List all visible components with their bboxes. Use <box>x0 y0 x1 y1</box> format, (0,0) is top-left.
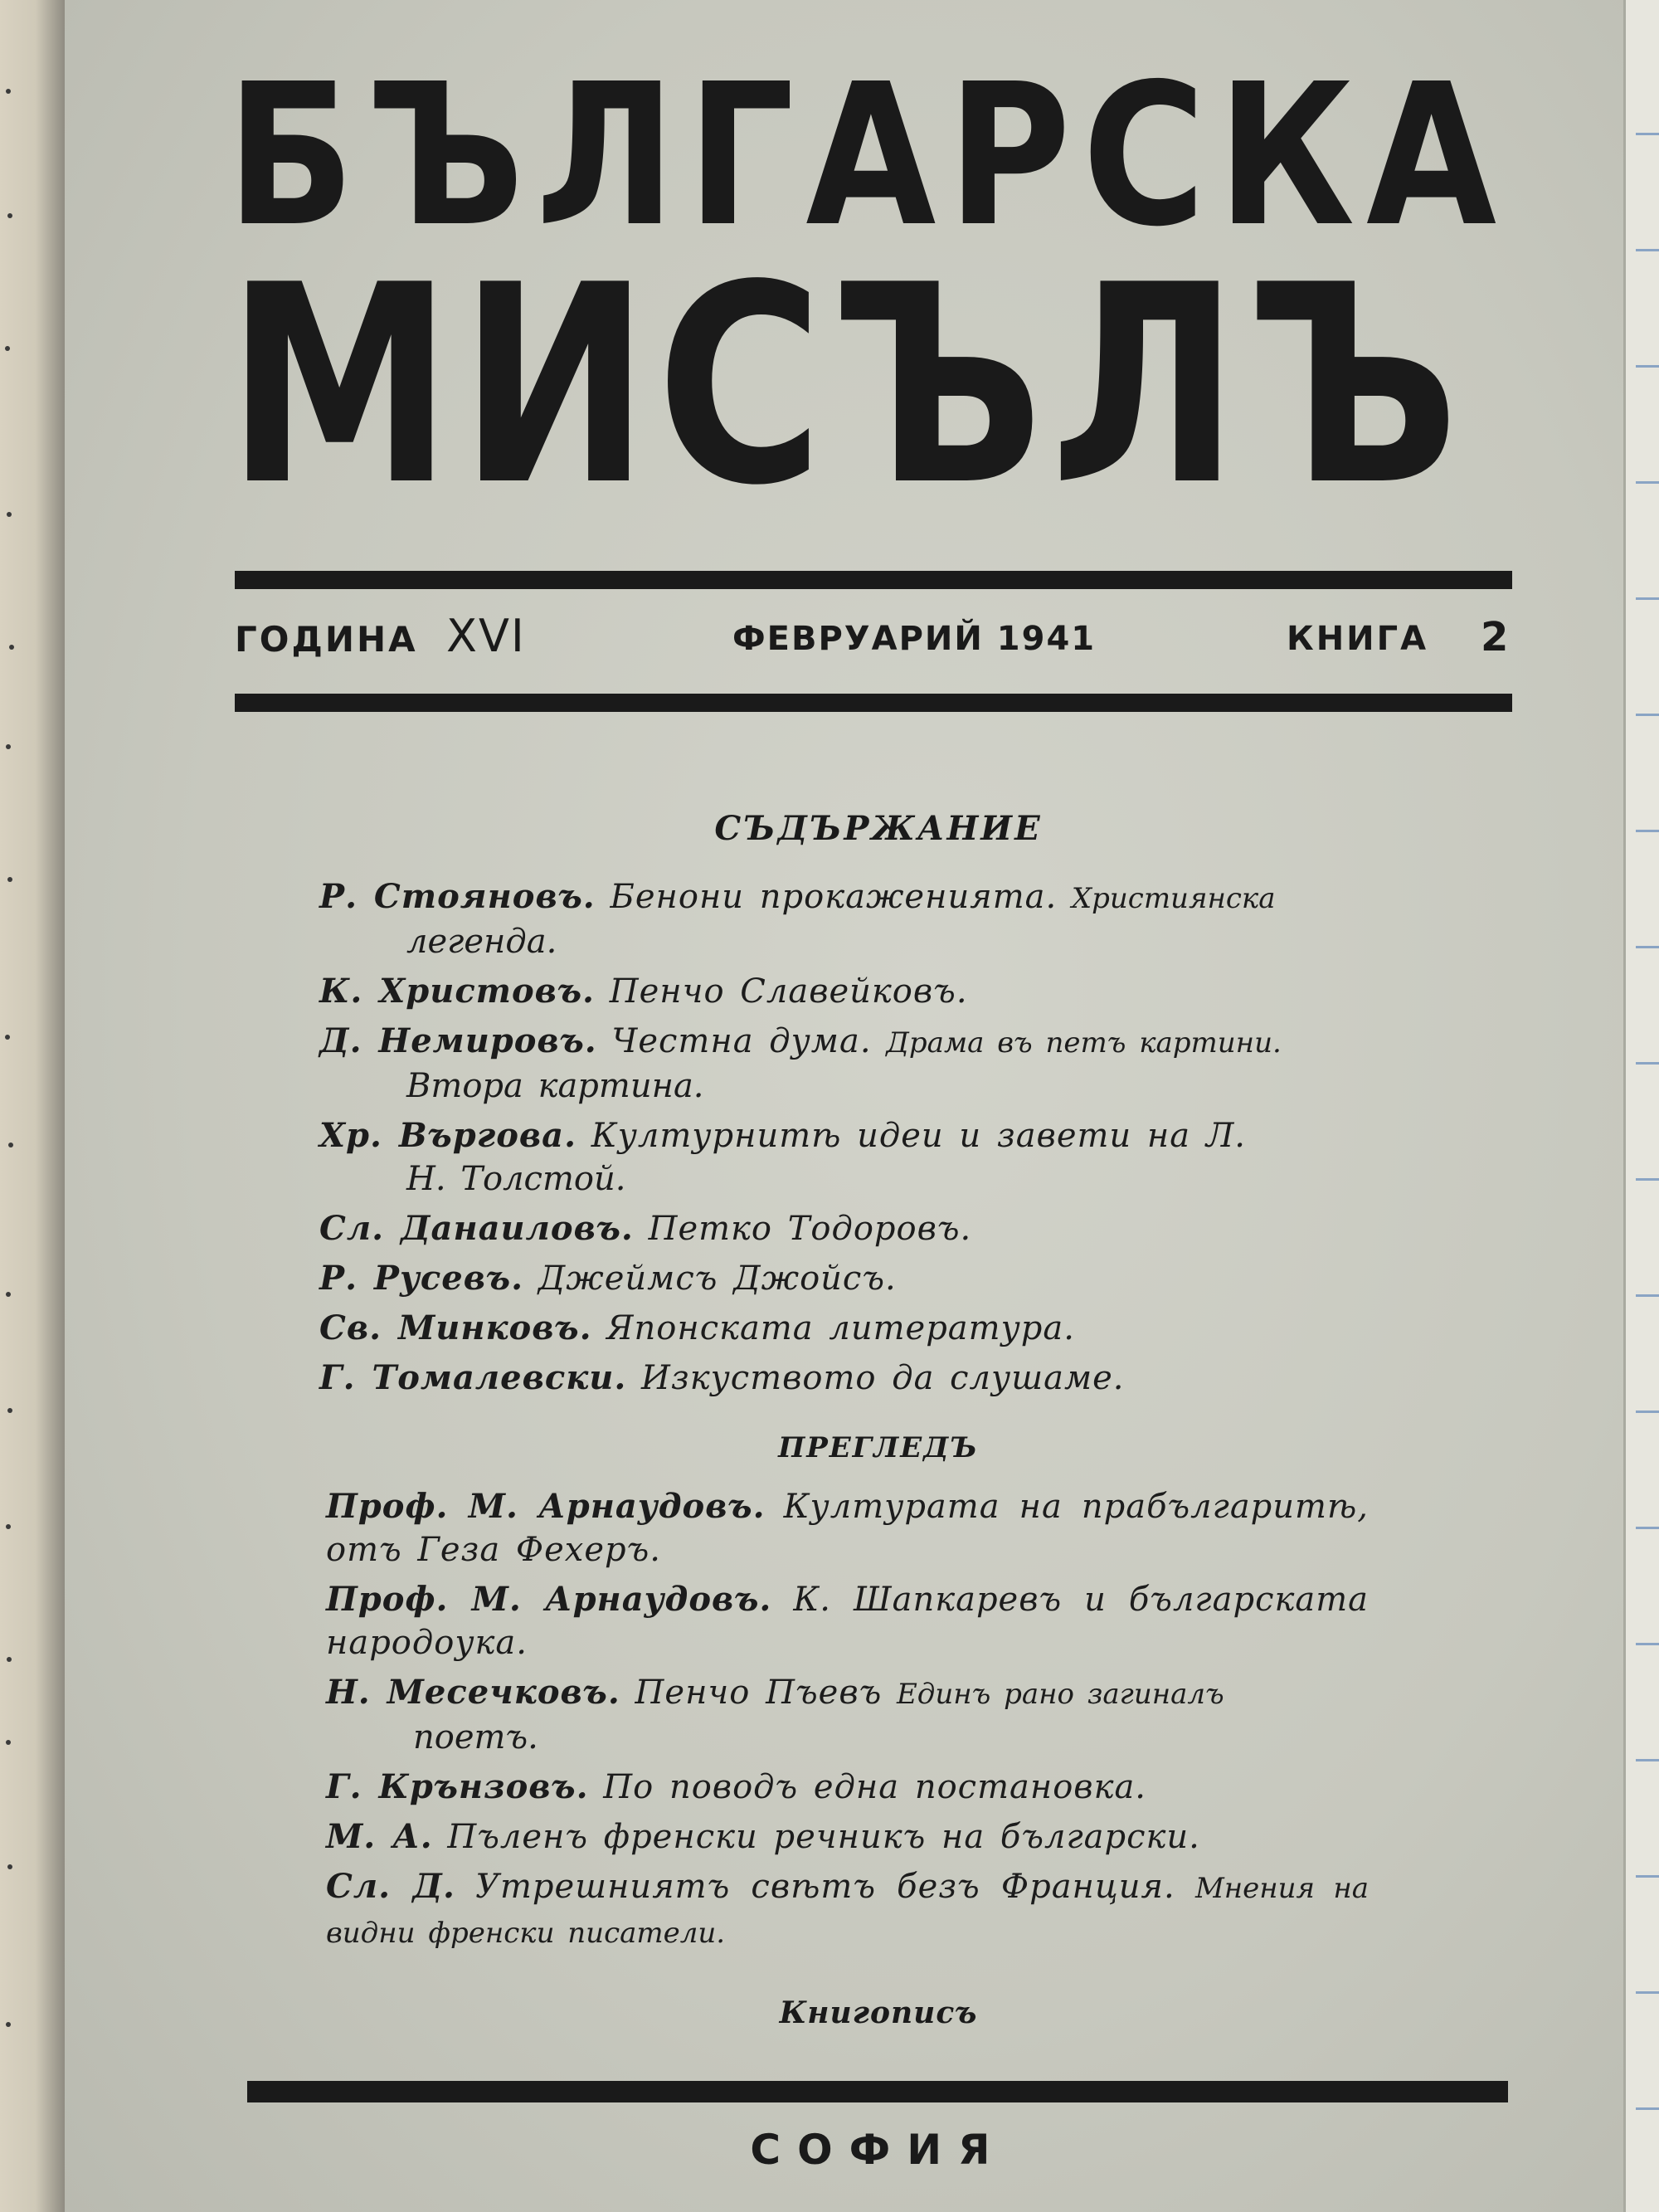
entry-author: Г. Томалевски. <box>319 1358 627 1397</box>
list-item <box>326 1766 1369 1809</box>
entry-author: М. А. <box>326 1817 433 1856</box>
notebook-line <box>1636 1643 1659 1645</box>
entry-title: Японската литература. <box>606 1309 1075 1347</box>
entry-title: Културата на прабългаритѣ, отъ Геза Фехеръ. <box>326 1488 1369 1569</box>
notebook-line <box>1636 714 1659 716</box>
notebook-line <box>1636 365 1659 368</box>
bibliography-heading: Книгописъ <box>779 1995 978 2030</box>
notebook-line <box>1636 946 1659 948</box>
adjacent-page-text-fragments <box>0 0 25 2212</box>
list-item <box>319 1307 1369 1350</box>
top-rule <box>235 571 1512 589</box>
entry-continuation: Втора картина. <box>406 1067 704 1105</box>
entry-author: Проф. М. Арнаудовъ. <box>326 1487 766 1526</box>
entry-title: Петко Тодоровъ. <box>648 1210 972 1248</box>
notebook-line <box>1636 1062 1659 1065</box>
notebook-line <box>1636 1875 1659 1878</box>
review-list <box>326 1485 1369 1961</box>
entry-author: Н. Месечковъ. <box>326 1673 620 1712</box>
year-number: XVI <box>446 610 526 662</box>
masthead-line-1: БЪЛГАРСКА <box>226 41 1508 270</box>
entry-author: Г. Крънзовъ. <box>326 1767 589 1806</box>
notebook-line <box>1636 2107 1659 2110</box>
entry-author: Р. Русевъ. <box>319 1259 524 1298</box>
entry-continuation: Н. Толстой. <box>406 1160 626 1198</box>
entry-continuation: поетъ. <box>413 1718 538 1756</box>
list-item <box>319 1207 1369 1250</box>
entry-author: Сл. Данаиловъ. <box>319 1209 634 1248</box>
middle-rule <box>235 694 1512 712</box>
list-item <box>319 970 1369 1013</box>
entry-author: Д. Немировъ. <box>319 1021 597 1060</box>
contents-heading: СЪДЪРЖАНИЕ <box>714 809 1043 848</box>
notebook-line <box>1636 481 1659 484</box>
notebook-line <box>1636 1411 1659 1413</box>
entry-title: Пъленъ френски речникъ на български. <box>447 1818 1200 1856</box>
notebook-line <box>1636 1178 1659 1181</box>
entry-author: К. Христовъ. <box>319 972 595 1011</box>
entry-subtitle: Драма въ петъ картини. <box>886 1026 1282 1060</box>
entry-author: Проф. М. Арнаудовъ. <box>326 1580 772 1619</box>
notebook-paper-edge <box>1623 0 1659 2212</box>
notebook-line <box>1636 830 1659 832</box>
issue-date: ФЕВРУАРИЙ 1941 <box>732 620 1097 658</box>
entry-subtitle: Единъ рано загиналъ <box>896 1678 1224 1711</box>
entry-subtitle: Мнения на видни френски писатели. <box>326 1872 1369 1950</box>
list-item <box>326 1865 1369 1955</box>
entry-author: Сл. Д. <box>326 1867 455 1906</box>
entry-title: Пенчо Славейковъ. <box>609 972 968 1011</box>
list-item <box>319 1114 1369 1201</box>
entry-title: Изкуството да слушаме. <box>641 1359 1125 1397</box>
entry-subtitle: Християнска <box>1071 882 1276 915</box>
list-item <box>326 1578 1369 1664</box>
entry-author: Св. Минковъ. <box>319 1308 592 1347</box>
list-item <box>319 875 1369 963</box>
book-number: 2 <box>1481 614 1509 660</box>
list-item <box>326 1815 1369 1859</box>
list-item <box>326 1485 1369 1571</box>
notebook-line <box>1636 1759 1659 1761</box>
contents-list <box>319 875 1369 1406</box>
book-label: КНИГА <box>1287 620 1429 658</box>
notebook-line <box>1636 1527 1659 1529</box>
list-item <box>319 1020 1369 1108</box>
list-item <box>319 1257 1369 1300</box>
notebook-line <box>1636 1991 1659 1994</box>
entry-title: К. Шапкаревъ и българската народоука. <box>326 1581 1369 1662</box>
notebook-line <box>1636 597 1659 600</box>
entry-title: Културнитѣ идеи и завети на Л. <box>591 1117 1246 1155</box>
entry-author: Р. Стояновъ. <box>319 877 596 916</box>
notebook-line <box>1636 249 1659 251</box>
list-item <box>319 1357 1369 1400</box>
entry-title: Утрешниятъ свѣтъ безъ Франция. <box>475 1868 1175 1906</box>
left-page-edge <box>0 0 65 2212</box>
notebook-line <box>1636 133 1659 135</box>
year-label: ГОДИНА <box>235 619 418 660</box>
entry-title: По поводъ една постановка. <box>603 1768 1147 1806</box>
entry-continuation: легенда. <box>406 923 557 961</box>
entry-author: Хр. Въргова. <box>319 1116 577 1155</box>
entry-title: Пенчо Пъевъ <box>635 1674 883 1712</box>
notebook-line <box>1636 1294 1659 1297</box>
title-page <box>65 0 1626 2212</box>
review-heading: ПРЕГЛЕДЪ <box>778 1431 979 1464</box>
entry-title: Честна дума. <box>611 1022 872 1060</box>
list-item <box>326 1671 1369 1759</box>
entry-title: Бенони прокаженията. <box>610 878 1058 916</box>
entry-title: Джеймсъ Джойсъ. <box>538 1259 897 1298</box>
publication-city: СОФИЯ <box>750 2126 1007 2174</box>
masthead-line-2: МИСЪЛЪ <box>226 227 1467 545</box>
bottom-rule <box>247 2081 1508 2102</box>
